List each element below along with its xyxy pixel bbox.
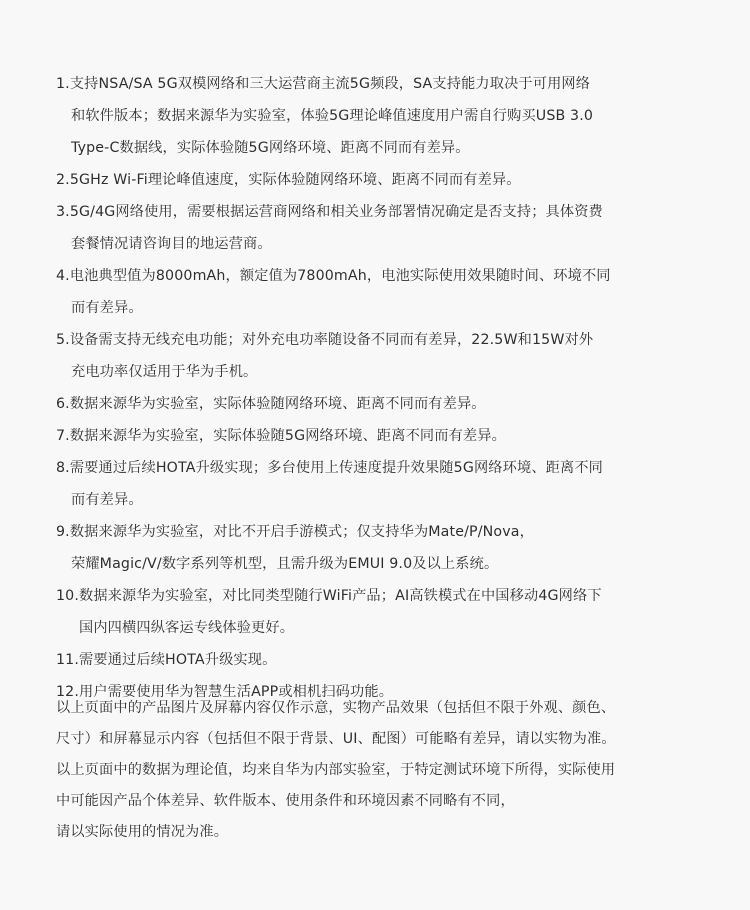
disclaimer-line-3: 以上页面中的数据为理论值，均来自华为内部实验室，于特定测试环境下所得，实际使用 (56, 762, 616, 778)
note-3-line-2: 套餐情况请咨询目的地运营商。 (71, 236, 272, 252)
note-5-line-1: 5.设备需支持无线充电功能；对外充电功率随设备不同而有差异，22.5W和15W对外 (56, 332, 594, 348)
note-2-line-1: 2.5GHz Wi-Fi理论峰值速度，实际体验随网络环境、距离不同而有差异。 (56, 172, 521, 188)
note-1-line-1: 1.支持NSA/SA 5G双模网络和三大运营商主流5G频段，SA支持能力取决于可用网络 (56, 76, 591, 92)
disclaimer-line-5: 请以实际使用的情况为准。 (56, 824, 229, 840)
note-4-line-2: 而有差异。 (71, 300, 143, 316)
note-9-line-1: 9.数据来源华为实验室，对比不开启手游模式；仅支持华为Mate/P/Nova， (56, 524, 534, 540)
disclaimer-line-1: 以上页面中的产品图片及屏幕内容仅作示意，实物产品效果（包括但不限于外观、颜色、 (56, 700, 616, 716)
note-7-line-1: 7.数据来源华为实验室，实际体验随5G网络环境、距离不同而有差异。 (56, 428, 506, 444)
note-1-line-3: Type-C数据线，实际体验随5G网络环境、距离不同而有差异。 (71, 140, 470, 156)
note-3-line-1: 3.5G/4G网络使用，需要根据运营商网络和相关业务部署情况确定是否支持；具体资费 (56, 204, 603, 220)
note-10-line-2: 国内四横四纵客运专线体验更好。 (79, 620, 295, 636)
note-8-line-1: 8.需要通过后续HOTA升级实现；多台使用上传速度提升效果随5G网络环境、距离不同 (56, 460, 604, 476)
note-5-line-2: 充电功率仅适用于华为手机。 (71, 364, 258, 380)
note-9-line-2: 荣耀Magic/V/数字系列等机型，且需升级为EMUI 9.0及以上系统。 (71, 556, 499, 572)
note-4-line-1: 4.电池典型值为8000mAh，额定值为7800mAh，电池实际使用效果随时间、环境不同 (56, 268, 611, 284)
note-10-line-1: 10.数据来源华为实验室，对比同类型随行WiFi产品；AI高铁模式在中国移动4G网络下 (56, 588, 602, 604)
note-8-line-2: 而有差异。 (71, 492, 143, 508)
disclaimer-line-2: 尺寸）和屏幕显示内容（包括但不限于背景、UI、配图）可能略有差异，请以实物为准。 (56, 731, 616, 747)
note-1-line-2: 和软件版本；数据来源华为实验室，体验5G理论峰值速度用户需自行购买USB 3.0 (71, 108, 594, 124)
disclaimer-line-4: 中可能因产品个体差异、软件版本、使用条件和环境因素不同略有不同， (56, 793, 515, 809)
note-12-line-1: 12.用户需要使用华为智慧生活APP或相机扫码功能。 (56, 684, 394, 700)
note-6-line-1: 6.数据来源华为实验室，实际体验随网络环境、距离不同而有差异。 (56, 396, 486, 412)
note-11-line-1: 11.需要通过后续HOTA升级实现。 (56, 652, 277, 668)
